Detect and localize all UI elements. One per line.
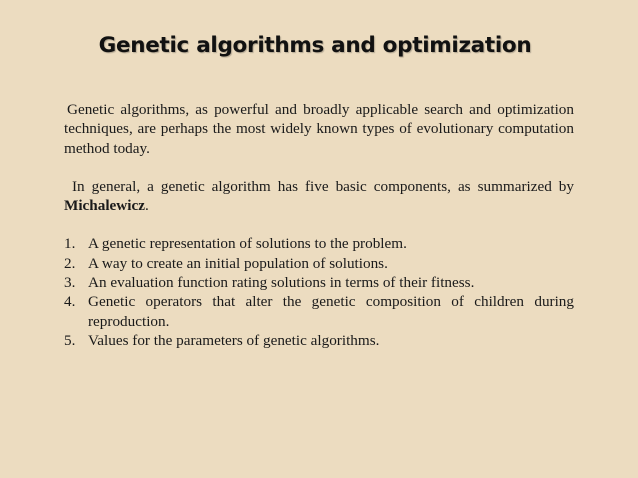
- components-paragraph: [64, 177, 574, 216]
- list-item-number: 1.: [64, 235, 76, 253]
- list-item-text: An evaluation function rating solutions in terms of their fitness.: [88, 274, 475, 292]
- list-item-text: Genetic operators that alter the genetic composition of children during reproduction.: [88, 293, 574, 330]
- list-item: [64, 331, 574, 350]
- list-item-text: A genetic representation of solutions to the problem.: [88, 235, 407, 253]
- list-item-number: 3.: [64, 274, 76, 292]
- list-item: [64, 254, 574, 273]
- intro-paragraph: Genetic algorithms, as powerful and broadly applicable search and optimization techniques, are perhaps the most widely known types of evolutionary computation method today.: [64, 101, 574, 157]
- list-item-number: 2.: [64, 254, 76, 272]
- list-item: [64, 273, 574, 292]
- slide-title: Genetic algorithms and optimization: [98, 33, 532, 58]
- list-item-number: 5.: [64, 331, 76, 349]
- list-item-number: 4.: [64, 293, 76, 311]
- components-period: .: [144, 197, 149, 215]
- components-text: In general, a genetic algorithm has five basic components, as summarized by: [72, 177, 574, 195]
- list-item-text: A way to create an initial population of solutions.: [88, 254, 388, 272]
- list-item: [64, 292, 574, 331]
- components-list: [64, 234, 574, 350]
- list-item: [64, 234, 574, 253]
- author-name: Michalewicz: [64, 197, 145, 215]
- list-item-text: Values for the parameters of genetic algorithms.: [88, 331, 380, 349]
- slide-body: [64, 100, 574, 350]
